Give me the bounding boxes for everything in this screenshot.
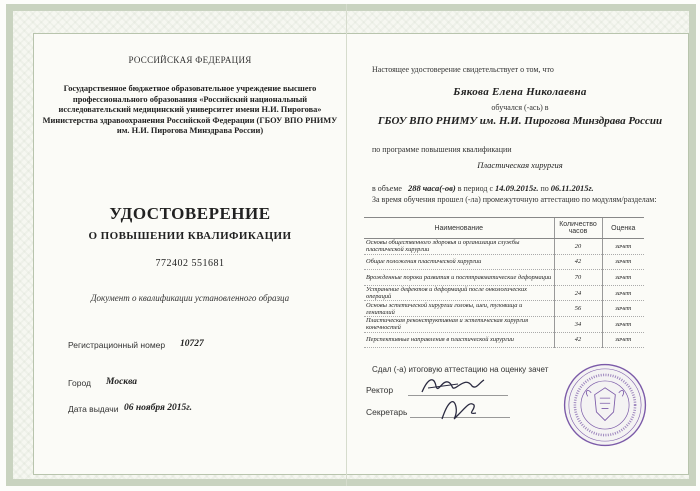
table-row	[364, 301, 644, 317]
header-name: Наименование	[364, 218, 554, 239]
module-name: Врожденные пороки развития и посттравматические деформации	[364, 270, 554, 286]
table-row	[364, 239, 644, 255]
certificate-number: 772402 551681	[155, 258, 225, 269]
module-hours: 20	[554, 239, 602, 255]
module-grade: зачет	[602, 285, 644, 301]
module-grade: зачет	[602, 301, 644, 317]
module-grade: зачет	[602, 270, 644, 286]
table-row	[364, 332, 644, 348]
period-to: 06.11.2015г.	[550, 183, 594, 193]
issue-date-value: 06 ноября 2015г.	[124, 403, 193, 413]
secretary-signature	[436, 395, 482, 425]
module-name: Устранение дефектов и деформаций после онкологических операций	[364, 285, 554, 301]
intro-text: Настоящее удостоверение свидетельствует о том, что	[372, 65, 554, 74]
period-label: в период с	[457, 184, 494, 193]
rector-label: Ректор	[366, 385, 394, 395]
header-hours: Количество часов	[554, 218, 602, 239]
module-hours: 42	[554, 332, 602, 348]
city-value: Москва	[106, 377, 138, 387]
page-fold	[346, 4, 347, 486]
holder-name: Бякова Елена Николаевна	[453, 86, 587, 98]
modules-table	[364, 217, 644, 348]
attestation-text: За время обучения прошел (-ла) промежуточную аттестацию по модулям/разделам:	[372, 195, 657, 204]
registration-label: Регистрационный номер	[68, 340, 166, 350]
program-label: по программе повышения квалификации	[372, 145, 512, 154]
module-name: Основы эстетической хирургии головы, шеи, туловища и гениталий	[364, 301, 554, 317]
module-hours: 42	[554, 254, 602, 270]
module-name: Перспективные направления в пластической хирургии	[364, 332, 554, 348]
header-grade: Оценка	[602, 218, 644, 239]
module-hours: 34	[554, 316, 602, 332]
module-name: Общие положения пластической хирургии	[364, 254, 554, 270]
secretary-label: Секретарь	[366, 407, 408, 417]
volume-hours: 288	[407, 183, 421, 193]
registration-value: 10727	[180, 339, 204, 349]
issue-date-label: Дата выдачи	[68, 404, 119, 414]
module-hours: 70	[554, 270, 602, 286]
institution-name: ГБОУ ВПО РНИМУ им. Н.И. Пирогова Минздрава России	[377, 115, 663, 127]
module-grade: зачет	[602, 239, 644, 255]
volume-prefix: в объеме	[372, 184, 402, 193]
module-grade: зачет	[602, 332, 644, 348]
volume-unit: часа(-ов)	[422, 183, 456, 193]
module-hours: 24	[554, 285, 602, 301]
course-name: Пластическая хирургия	[477, 160, 563, 170]
city-label: Город	[68, 378, 91, 388]
table-row	[364, 270, 644, 286]
table-row	[364, 316, 644, 332]
period-to-label: по	[540, 184, 549, 193]
country-header: РОССИЙСКАЯ ФЕДЕРАЦИЯ	[128, 55, 252, 65]
table-header-row	[364, 218, 644, 239]
organization-name: Государственное бюджетное образовательное учреждение высшего профессионального образования «Российский национальный исследовательский медицинский университет имени Н.И. Пирогова» Министерства здравоохранения Российской Федерации (ГБОУ ВПО РНИМУ им. Н.И. Пирогова Минздрава России)	[42, 84, 338, 135]
period-from: 14.09.2015г.	[495, 183, 539, 193]
volume-line	[372, 183, 594, 193]
module-name: Пластическая реконструктивная и эстетическая хирургия конечностей	[364, 316, 554, 332]
table-row	[364, 254, 644, 270]
certificate-title: УДОСТОВЕРЕНИЕ	[109, 204, 271, 223]
module-hours: 56	[554, 301, 602, 317]
document-type: Документ о квалификации установленного образца	[90, 293, 290, 303]
module-name: Основы общественного здоровья и организация службы пластической хирургии	[364, 239, 554, 255]
official-seal-stamp	[562, 362, 648, 448]
studied-text: обучался (-ась) в	[491, 103, 549, 112]
module-grade: зачет	[602, 254, 644, 270]
module-grade: зачет	[602, 316, 644, 332]
final-attestation-text: Сдал (-а) итоговую аттестацию на оценку зачет	[372, 365, 549, 374]
certificate-subtitle: О ПОВЫШЕНИИ КВАЛИФИКАЦИИ	[88, 230, 292, 242]
table-row	[364, 285, 644, 301]
